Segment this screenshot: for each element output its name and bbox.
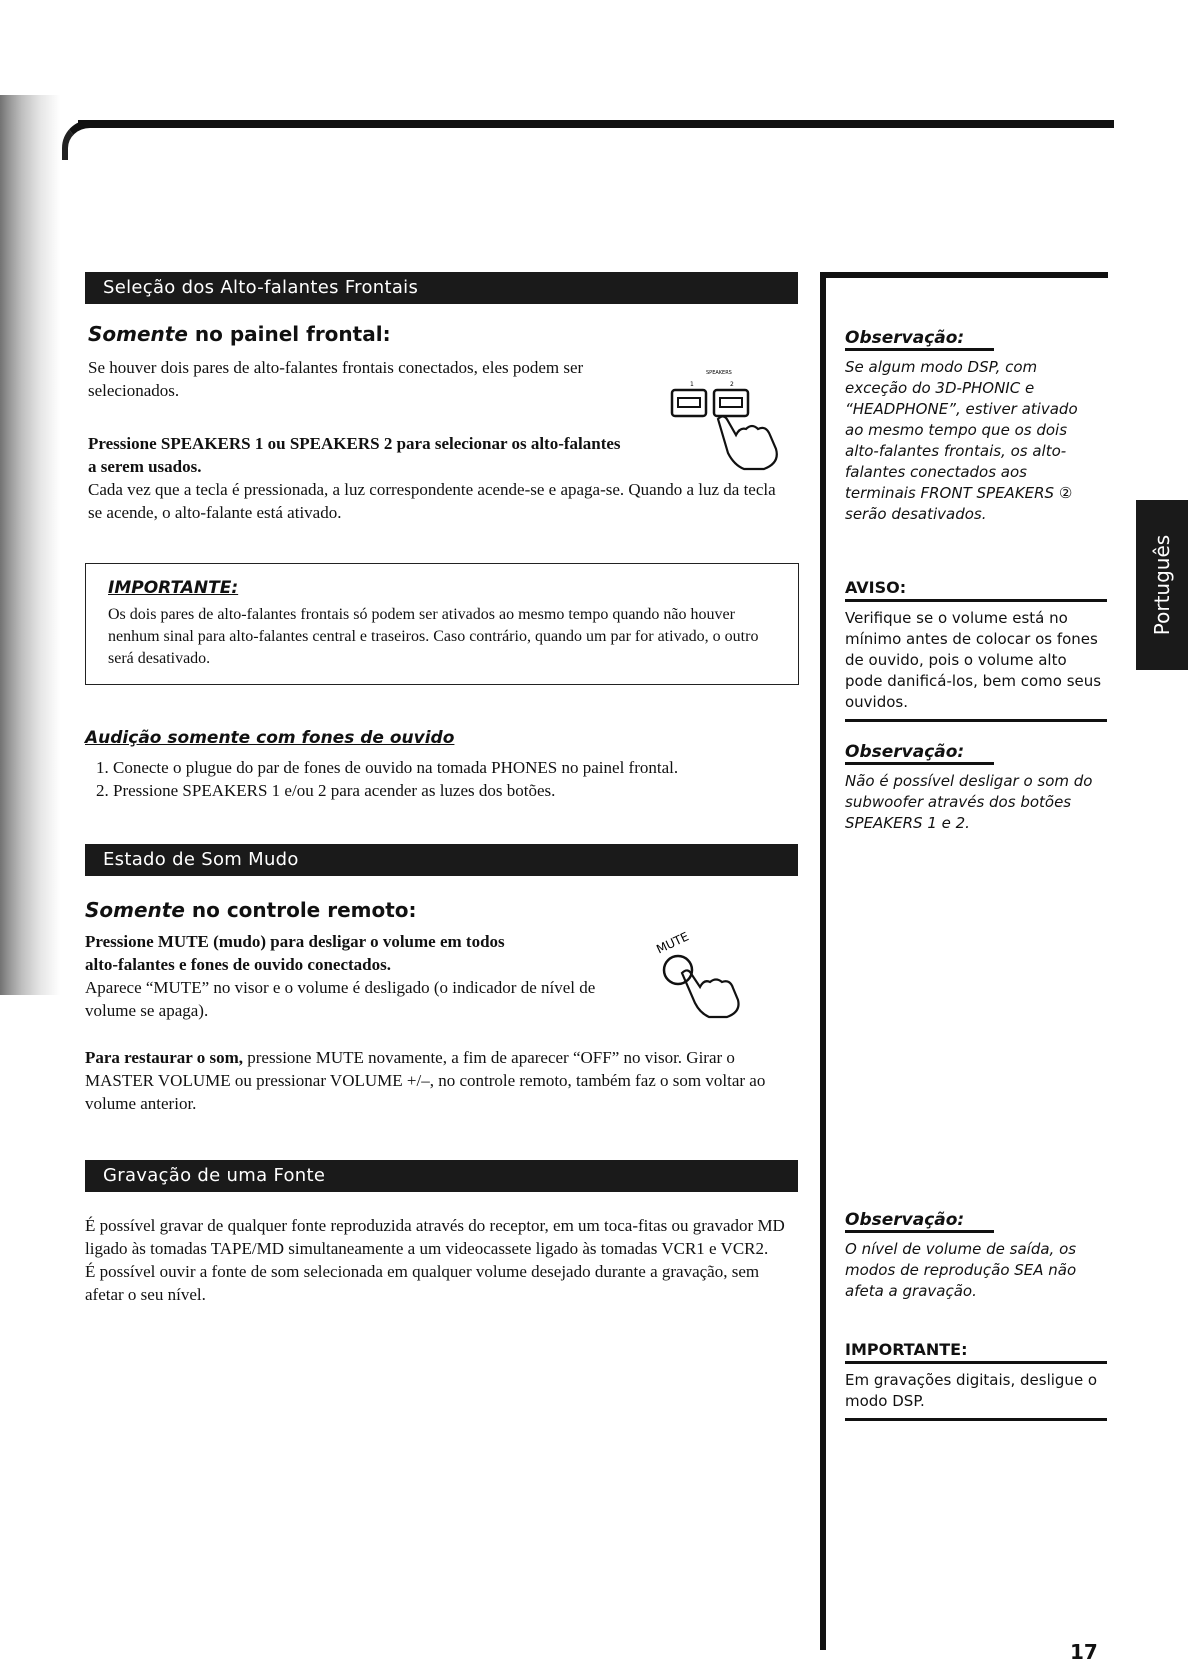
subheading-emphasis: Somente <box>88 322 188 346</box>
note-text: Não é possível desligar o som do subwoofer através dos botões SPEAKERS 1 e 2. <box>845 772 1093 832</box>
headphones-steps <box>85 756 805 802</box>
top-rule <box>78 120 1114 128</box>
important-end-rule <box>845 1418 1107 1421</box>
important-title: IMPORTANTE: <box>845 1340 1107 1364</box>
restore-body: pressione MUTE novamente, a fim de aparecer “OFF” no visor. Girar o MASTER VOLUME ou pressionar VOLUME +/–, no controle remoto, também faz o som voltar ao volume anterior. <box>85 1048 766 1113</box>
sidebar-note-recording <box>845 1210 1100 1302</box>
instruction-bold: Pressione SPEAKERS 1 ou SPEAKERS 2 para selecionar os alto-falantes a serem usados. <box>88 434 621 476</box>
illustration-key-2: 2 <box>730 381 734 388</box>
restore-paragraph <box>85 1046 795 1115</box>
mute-instruction-bold: Pressione MUTE (mudo) para desligar o volume em todos alto-falantes e fones de ouvido conectados. <box>85 932 505 974</box>
section-heading-speaker-selection <box>85 272 798 304</box>
section-heading-recording <box>85 1160 798 1192</box>
warning-end-rule <box>845 719 1107 722</box>
subheading-text: no painel frontal: <box>187 322 391 346</box>
illustration-label: SPEAKERS <box>706 370 732 376</box>
step-1: 1. Conecte o plugue do par de fones de ouvido na tomada PHONES no painel frontal. <box>113 756 805 779</box>
mute-label: MUTE <box>654 929 691 957</box>
recording-paragraphs <box>85 1214 797 1306</box>
page-number: 17 <box>1070 1640 1098 1664</box>
note-text: O nível de volume de saída, os modos de reprodução SEA não afeta a gravação. <box>845 1240 1077 1300</box>
language-tab-label: Português <box>1150 534 1175 636</box>
instruction-text: Cada vez que a tecla é pressionada, a luz correspondente acende-se e apaga-se. Quando a luz da tecla se acende, o alto-falante está ativado. <box>88 480 776 522</box>
section-title: Gravação de uma Fonte <box>103 1165 326 1186</box>
column-divider <box>820 272 826 1650</box>
note-title: Observação: <box>845 328 994 351</box>
note-text: Se algum modo DSP, com exceção do 3D-PHONIC e “HEADPHONE”, estiver ativado ao mesmo tempo que os dois alto-falantes frontais, os alto-falantes conectados aos terminais FRONT SPEAKERS ② serão desativados. <box>845 358 1078 523</box>
intro-paragraph <box>88 356 608 402</box>
subheading-emphasis: Somente <box>85 898 185 922</box>
important-box <box>85 563 799 685</box>
important-text: Em gravações digitais, desligue o modo DSP. <box>845 1371 1098 1410</box>
step-2: 2. Pressione SPEAKERS 1 e/ou 2 para acender as luzes dos botões. <box>113 779 805 802</box>
subheading-text: no controle remoto: <box>184 898 417 922</box>
restore-bold: Para restaurar o som, <box>85 1048 244 1067</box>
warning-text: Verifique se o volume está no mínimo antes de colocar os fones de ouvido, pois o volume alto pode danificá-los, bem como seus ouvidos. <box>845 609 1102 711</box>
note-title: Observação: <box>845 1210 994 1233</box>
headphones-subsection-title: Audição somente com fones de ouvido <box>85 728 455 748</box>
language-tab <box>1136 500 1188 670</box>
sidebar-note-dsp <box>845 328 1100 525</box>
sidebar-note-subwoofer <box>845 742 1100 834</box>
sidebar-important <box>845 1340 1107 1421</box>
note-title: Observação: <box>845 742 994 765</box>
important-title: IMPORTANTE: <box>108 578 239 598</box>
mute-instruction-block <box>85 930 605 1022</box>
top-rule-corner <box>62 120 92 160</box>
recording-para-1: É possível gravar de qualquer fonte reproduzida através do receptor, em um toca-fitas ou gravador MD ligado às tomadas TAPE/MD simultaneamente a um videocassete ligado às tomadas VCR1 e VCR2. <box>85 1216 785 1258</box>
mute-button-illustration <box>648 925 758 1025</box>
subheading-remote <box>85 898 417 922</box>
mute-instruction-text: Aparece “MUTE” no visor e o volume é desligado (o indicador de nível de volume se apaga). <box>85 978 596 1020</box>
illustration-key-1: 1 <box>690 381 694 388</box>
subheading-front-panel <box>88 322 391 346</box>
section-heading-mute <box>85 844 798 876</box>
restore-text <box>85 1046 795 1115</box>
warning-title: AVISO: <box>845 578 1107 602</box>
section-title: Seleção dos Alto-falantes Frontais <box>103 277 419 298</box>
hand-pressing-mute-icon <box>648 925 758 1025</box>
scan-shadow <box>0 95 60 995</box>
sidebar-warning <box>845 578 1107 722</box>
intro-text: Se houver dois pares de alto-falantes frontais conectados, eles podem ser selecionados. <box>88 358 584 400</box>
important-text: Os dois pares de alto-falantes frontais só podem ser ativados ao mesmo tempo quando não houver nenhum sinal para alto-falantes central e traseiros. Caso contrário, quando um par for ativado, o outro será desativado. <box>108 606 759 667</box>
instruction-block <box>88 432 788 524</box>
recording-para-2: É possível ouvir a fonte de som selecionada em qualquer volume desejado durante a gravação, sem afetar o seu nível. <box>85 1262 760 1304</box>
section-title: Estado de Som Mudo <box>103 849 299 870</box>
sidebar-top-rule <box>826 272 1108 278</box>
